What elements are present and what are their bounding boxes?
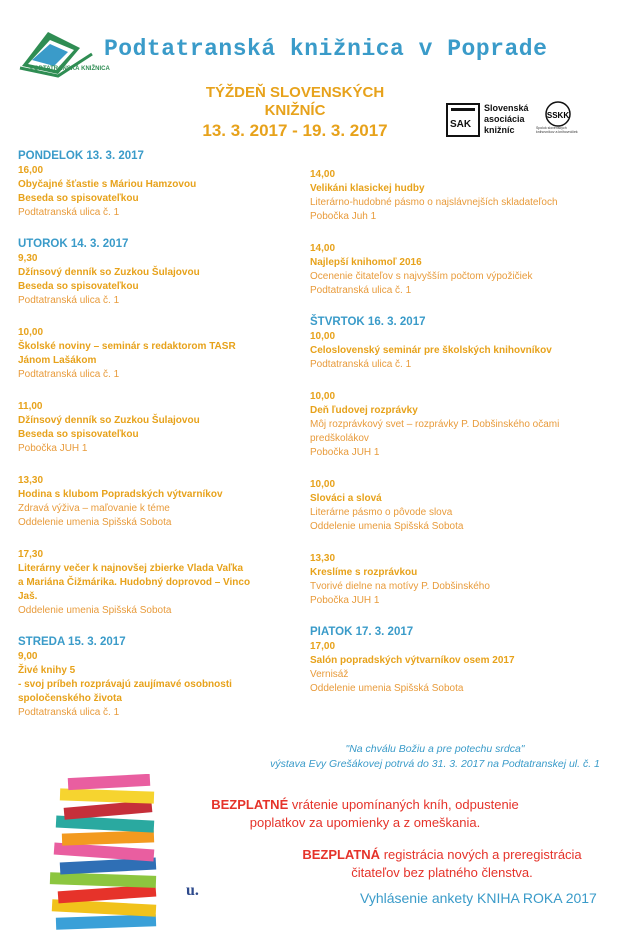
- schedule-event: [18, 400, 293, 456]
- free-return-notice: BEZPLATNÉ vrátenie upomínaných kníh, odpustenie poplatkov za upomienky a z omeškania.: [211, 797, 519, 830]
- schedule-event: [310, 390, 610, 460]
- event-title: Beseda so spisovateľkou: [18, 193, 139, 204]
- book-stack-illustration: [34, 774, 184, 930]
- schedule-event: [18, 252, 293, 308]
- event-time: 13,30: [18, 475, 44, 486]
- event-location: Podtatranská ulica č. 1: [18, 369, 120, 380]
- event-location: Podtatranská ulica č. 1: [310, 359, 412, 370]
- schedule-right-column: [310, 168, 610, 714]
- schedule-event: [18, 650, 293, 720]
- event-title: Beseda so spisovateľkou: [18, 429, 139, 440]
- event-title: a Mariána Čižmárika. Hudobný doprovod – Vinco: [18, 577, 251, 588]
- event-time: 9,30: [18, 253, 38, 264]
- event-title: Celoslovenský seminár pre školských knihovníkov: [310, 345, 552, 356]
- event-time: 13,30: [310, 553, 336, 564]
- library-logo-text: PODTATRANSKÁ KNIŽNICA: [30, 66, 110, 72]
- week-heading: [180, 84, 410, 142]
- day-heading: PIATOK 17. 3. 2017: [310, 626, 414, 638]
- event-description: Zdravá výživa – maľovanie k téme: [18, 503, 170, 514]
- event-title: Salón popradských výtvarníkov osem 2017: [310, 655, 515, 666]
- day-heading: UTOROK 14. 3. 2017: [18, 238, 129, 250]
- event-title: Velikáni klasickej hudby: [310, 183, 425, 194]
- event-time: 10,00: [310, 479, 336, 490]
- day-heading: PONDELOK 13. 3. 2017: [18, 150, 144, 162]
- event-description: Vernisáž: [310, 669, 349, 680]
- event-time: 10,00: [310, 331, 336, 342]
- event-description: Tvorivé dielne na motívy P. Dobšinského: [310, 581, 490, 592]
- event-description: Môj rozprávkový svet – rozprávky P. Dobšinského očami: [310, 419, 560, 430]
- event-title: - svoj príbeh rozprávajú zaujímavé osobnosti: [18, 679, 232, 690]
- event-location: Pobočka JUH 1: [310, 595, 380, 606]
- event-title: Najlepší knihomoľ 2016: [310, 257, 422, 268]
- sak-logo-icon: SAK: [446, 103, 480, 137]
- event-title: Slováci a slová: [310, 493, 382, 504]
- exhibition-quote: "Na chválu Božiu a pre potechu srdca": [345, 743, 525, 755]
- week-dates: 13. 3. 2017 - 19. 3. 2017: [202, 121, 388, 140]
- event-time: 10,00: [310, 391, 336, 402]
- event-location: Pobočka JUH 1: [18, 443, 88, 454]
- event-time: 17,30: [18, 549, 44, 560]
- schedule-event: [310, 330, 610, 372]
- event-title: Kreslíme s rozprávkou: [310, 567, 418, 578]
- event-location: Podtatranská ulica č. 1: [18, 707, 120, 718]
- schedule-event: [18, 474, 293, 530]
- event-location: Oddelenie umenia Spišská Sobota: [310, 683, 464, 694]
- day-heading: ŠTVRTOK 16. 3. 2017: [310, 316, 426, 328]
- sak-logo: [446, 103, 536, 139]
- schedule-event: [310, 478, 610, 534]
- event-time: 14,00: [310, 243, 336, 254]
- event-location: Podtatranská ulica č. 1: [18, 207, 120, 218]
- schedule-event: [310, 168, 610, 224]
- event-time: 10,00: [18, 327, 44, 338]
- event-location: Pobočka Juh 1: [310, 211, 377, 222]
- event-location: Oddelenie umenia Spišská Sobota: [18, 605, 172, 616]
- small-logo: u.: [186, 882, 199, 899]
- exhibition-text: výstava Evy Grešákovej potrvá do 31. 3. 2017 na Podtatranskej ul. č. 1: [270, 758, 600, 770]
- event-location: Oddelenie umenia Spišská Sobota: [310, 521, 464, 532]
- schedule-event: [18, 326, 293, 382]
- event-title: Deň ľudovej rozprávky: [310, 405, 418, 416]
- event-title: Jánom Lašákom: [18, 355, 97, 366]
- page-title: Podtatranská knižnica v Poprade: [104, 36, 548, 62]
- event-location: Oddelenie umenia Spišská Sobota: [18, 517, 172, 528]
- week-title: TÝŽDEŇ SLOVENSKÝCH KNIŽNÍC: [205, 84, 385, 119]
- sskk-caption: Spolok slovenských knihovníkov a knihovníčiek: [536, 126, 578, 134]
- event-time: 17,00: [310, 641, 336, 652]
- event-description: Literárno-hudobné pásmo o najslávnejších skladateľoch: [310, 197, 558, 208]
- event-location: Podtatranská ulica č. 1: [310, 285, 412, 296]
- event-title: Džínsový denník so Zuzkou Šulajovou: [18, 415, 200, 426]
- event-time: 9,00: [18, 651, 38, 662]
- event-location: Pobočka JUH 1: [310, 447, 380, 458]
- event-title: Hodina s klubom Popradských výtvarníkov: [18, 489, 223, 500]
- free-registration-notice: BEZPLATNÁ registrácia nových a preregistrácia čitateľov bez platného členstva.: [302, 847, 582, 880]
- event-description: Ocenenie čitateľov s najvyšším počtom výpožičiek: [310, 271, 533, 282]
- event-description: Literárne pásmo o pôvode slova: [310, 507, 453, 518]
- event-description: predškolákov: [310, 433, 369, 444]
- event-title: Obyčajné šťastie s Máriou Hamzovou: [18, 179, 197, 190]
- schedule-left-column: [18, 150, 293, 738]
- event-time: 14,00: [310, 169, 336, 180]
- event-title: Džínsový denník so Zuzkou Šulajovou: [18, 267, 200, 278]
- event-location: Podtatranská ulica č. 1: [18, 295, 120, 306]
- schedule-event: [310, 552, 610, 608]
- sak-name: Slovenská asociácia knižníc: [484, 103, 529, 135]
- schedule-event: [18, 548, 293, 618]
- event-title: Školské noviny – seminár s redaktorom TASR: [18, 341, 236, 352]
- event-title: Živé knihy 5: [18, 665, 76, 676]
- survey-announcement: Vyhlásenie ankety KNIHA ROKA 2017: [360, 890, 597, 906]
- schedule-event: [18, 164, 293, 220]
- event-time: 16,00: [18, 165, 44, 176]
- schedule-event: [310, 242, 610, 298]
- event-title: Jaš.: [18, 591, 38, 602]
- event-title: Literárny večer k najnovšej zbierke Vlada Vaľka: [18, 563, 244, 574]
- sskk-abbr: SSKK: [546, 111, 570, 120]
- schedule-event: [310, 640, 610, 696]
- event-time: 11,00: [18, 401, 43, 412]
- event-title: Beseda so spisovateľkou: [18, 281, 139, 292]
- event-title: spoločenského života: [18, 693, 122, 704]
- day-heading: STREDA 15. 3. 2017: [18, 636, 126, 648]
- exhibition-notice: [250, 742, 620, 772]
